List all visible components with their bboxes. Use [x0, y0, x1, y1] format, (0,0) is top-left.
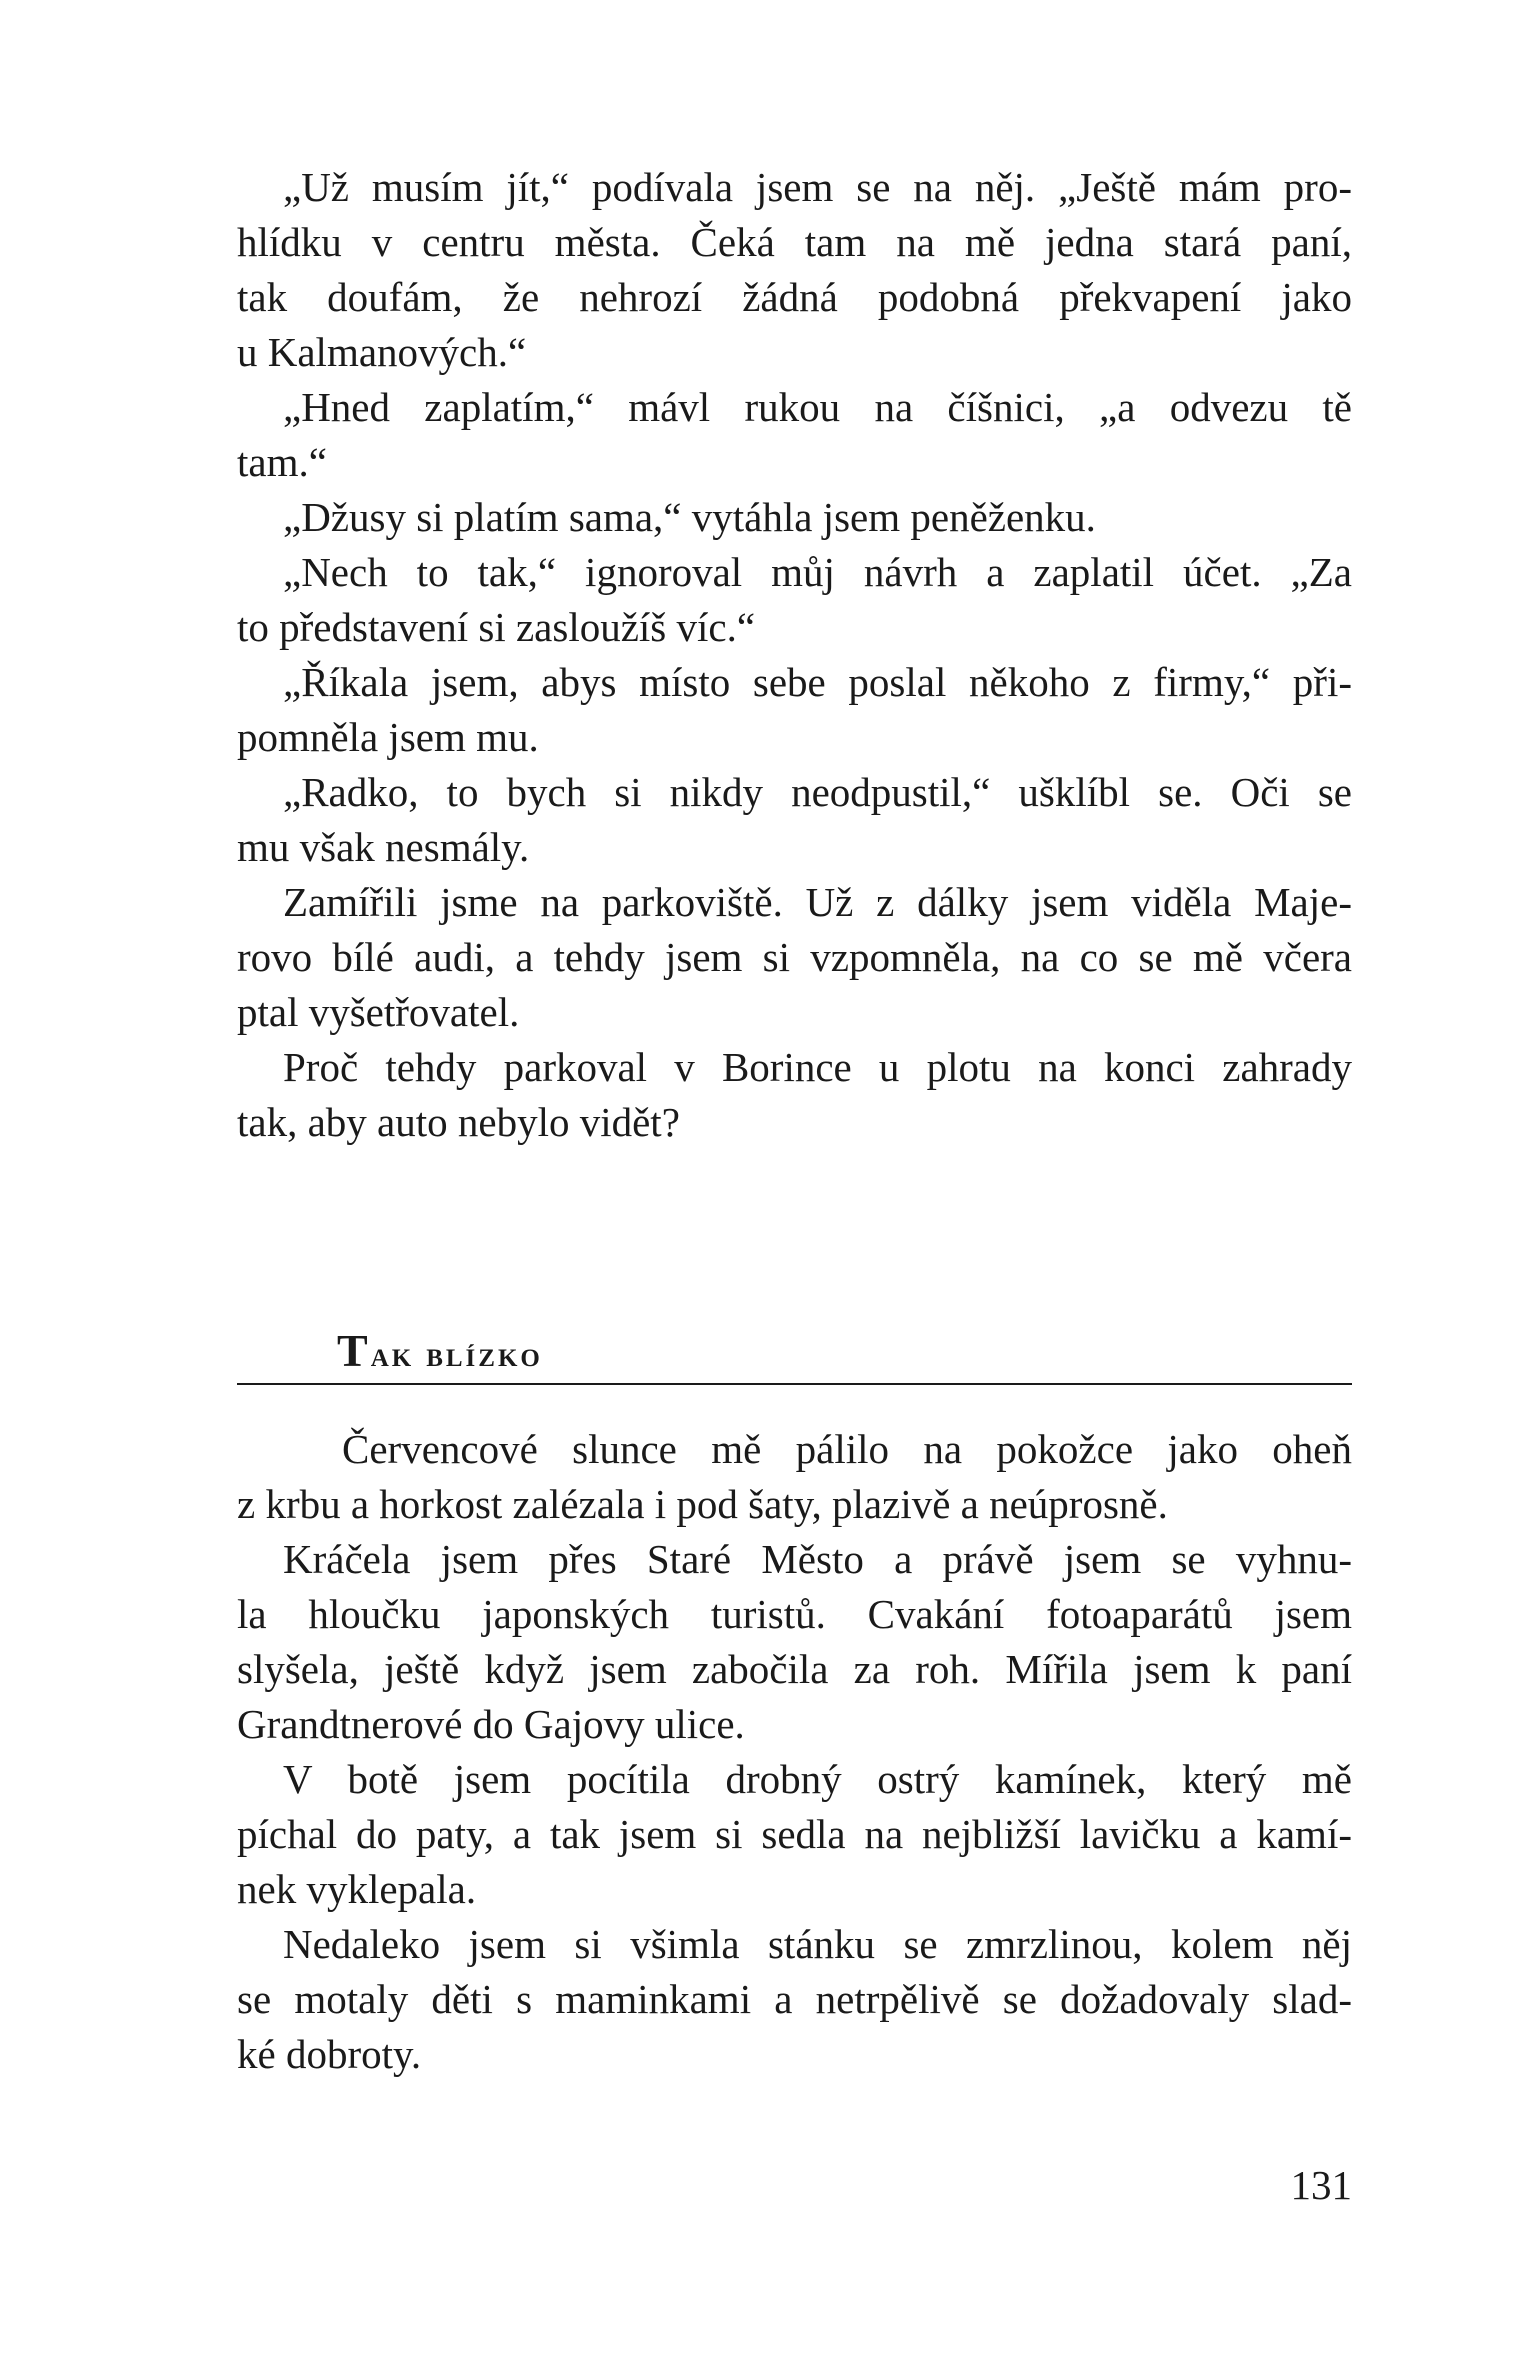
text-line: nek vyklepala. — [237, 1866, 477, 1912]
text-line: mu však nesmály. — [237, 824, 530, 870]
text-line: to představení si zasloužíš víc.“ — [237, 604, 756, 650]
text-line: tak, aby auto nebylo vidět? — [237, 1099, 680, 1145]
text-line: „Říkala jsem, abys místo sebe poslal někoho z firmy,“ při- — [283, 659, 1352, 705]
chapter-heading — [237, 1315, 1352, 1385]
text-line: z krbu a horkost zalézala i pod šaty, plazivě a neúprosně. — [237, 1481, 1168, 1527]
text-line: ké dobroty. — [237, 2031, 422, 2077]
text-line: hlídku v centru města. Čeká tam na mě jedna stará paní, — [237, 219, 1352, 265]
text-line: se motaly děti s maminkami a netrpělivě se dožadovaly slad- — [237, 1976, 1352, 2022]
text-line: „Džusy si platím sama,“ vytáhla jsem peněženku. — [283, 494, 1096, 540]
text-line: pomněla jsem mu. — [237, 714, 539, 760]
chapter-title-initial: T — [337, 1325, 371, 1376]
text-line: Kráčela jsem přes Staré Město a právě jsem se vyhnu- — [283, 1536, 1352, 1582]
text-line: „Nech to tak,“ ignoroval můj návrh a zaplatil účet. „Za — [283, 549, 1352, 595]
text-line: „Už musím jít,“ podívala jsem se na něj. „Ještě mám pro- — [283, 164, 1352, 210]
chapter-text-block — [237, 1422, 1352, 2082]
chapter-title-rest: ak blízko — [370, 1334, 543, 1374]
text-line: rovo bílé audi, a tehdy jsem si vzpomněla, na co se mě včera — [237, 934, 1352, 980]
text-line: tak doufám, že nehrozí žádná podobná překvapení jako — [237, 274, 1352, 320]
text-line: „Radko, to bych si nikdy neodpustil,“ ušklíbl se. Oči se — [283, 769, 1352, 815]
top-text-block — [237, 160, 1352, 1150]
text-line: tam.“ — [237, 439, 327, 485]
text-line: Zamířili jsme na parkoviště. Už z dálky jsem viděla Maje- — [283, 879, 1352, 925]
page-number: 131 — [1290, 2162, 1352, 2208]
text-line: Grandtnerové do Gajovy ulice. — [237, 1701, 745, 1747]
text-line: V botě jsem pocítila drobný ostrý kamínek, který mě — [283, 1756, 1352, 1802]
text-line: u Kalmanových.“ — [237, 329, 527, 375]
text-line: la hloučku japonských turistů. Cvakání fotoaparátů jsem — [237, 1591, 1352, 1637]
text-line: píchal do paty, a tak jsem si sedla na nejbližší lavičku a kamí- — [237, 1811, 1352, 1857]
chapter-title — [337, 1325, 543, 1376]
text-line: ptal vyšetřovatel. — [237, 989, 520, 1035]
text-line: Červencové slunce mě pálilo na pokožce jako oheň — [342, 1426, 1352, 1472]
text-line: Nedaleko jsem si všimla stánku se zmrzlinou, kolem něj — [283, 1921, 1352, 1967]
text-line: „Hned zaplatím,“ mávl rukou na číšnici, „a odvezu tě — [283, 384, 1352, 430]
text-line: slyšela, ještě když jsem zabočila za roh. Mířila jsem k paní — [237, 1646, 1352, 1692]
text-line: Proč tehdy parkoval v Borince u plotu na konci zahrady — [283, 1044, 1352, 1090]
